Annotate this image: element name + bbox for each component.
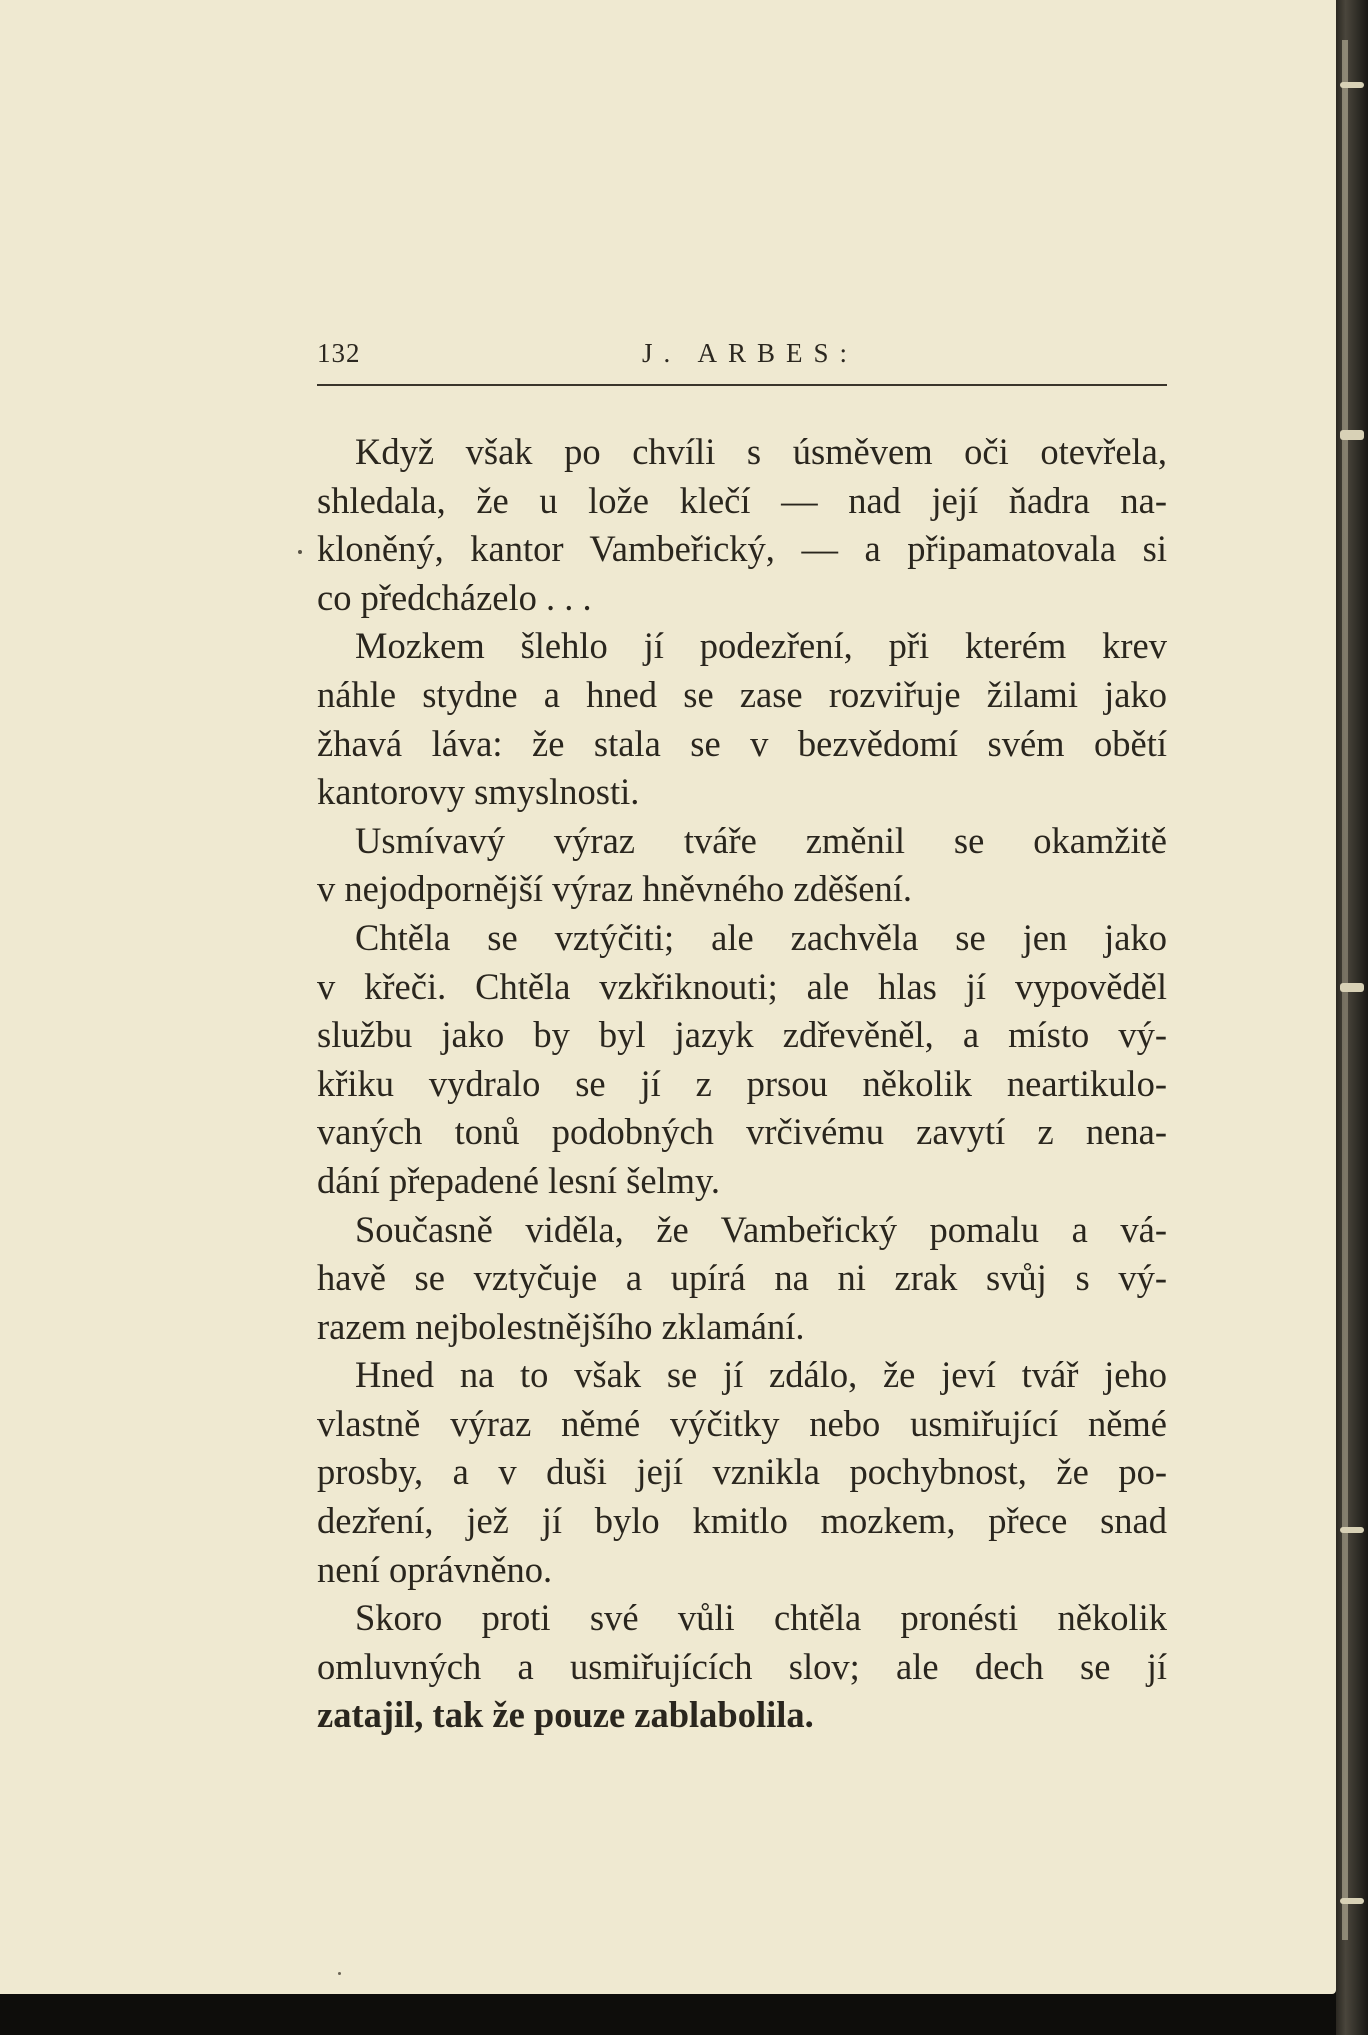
spine-mark — [1340, 1527, 1364, 1533]
text-line: vlastně výraz němé výčitky nebo usmiřující němé — [317, 1402, 1167, 1444]
paragraph-5 — [317, 1206, 1167, 1352]
page-header — [317, 338, 1167, 386]
text-line: havě se vztyčuje a upírá na ni zrak svůj s vý- — [317, 1257, 1167, 1299]
text-line: dání přepadené lesní šelmy. — [317, 1159, 721, 1201]
text-line: Když však po chvíli s úsměvem oči otevřela, — [355, 431, 1167, 472]
text-line: křiku vydralo se jí z prsou několik neartikulo- — [317, 1062, 1167, 1104]
text-line: razem nejbolestnějšího zklamání. — [317, 1305, 805, 1347]
spine-mark — [1340, 82, 1364, 88]
text-line: shledala, že u lože klečí — nad její ňadra na- — [317, 479, 1167, 521]
page-number: 132 — [317, 338, 361, 368]
text-line: Mozkem šlehlo jí podezření, při kterém krev — [355, 625, 1167, 667]
text-line: omluvných a usmiřujících slov; ale dech se jí — [317, 1645, 1167, 1687]
book-spine — [1336, 0, 1368, 2035]
text-line: Hned na to však se jí zdálo, že jeví tvář jeho — [355, 1354, 1167, 1396]
paragraph-1 — [317, 428, 1167, 622]
text-line: kantorovy smyslnosti. — [317, 771, 640, 813]
spine-mark — [1340, 430, 1364, 440]
paragraph-2 — [317, 622, 1167, 816]
paragraph-4 — [317, 914, 1167, 1206]
text-line: žhavá láva: že stala se v bezvědomí svém obětí — [317, 722, 1167, 764]
text-line: není oprávněno. — [317, 1548, 553, 1590]
text-line: Současně viděla, že Vambeřický pomalu a vá- — [355, 1208, 1167, 1250]
text-line: vaných tonů podobných vrčivému zavytí z nena- — [317, 1111, 1167, 1153]
text-line: kloněný, kantor Vambeřický, — a připamatovala si — [317, 528, 1167, 570]
text-line: náhle stydne a hned se zase rozviřuje žilami jako — [317, 673, 1167, 715]
paragraph-3 — [317, 817, 1167, 914]
text-line: Skoro proti své vůli chtěla pronésti několik — [355, 1597, 1167, 1639]
text-line: zatajil, tak že pouze zablabolila. — [317, 1694, 814, 1736]
text-line: co předcházelo . . . — [317, 576, 592, 618]
text-line: v křeči. Chtěla vzkřiknouti; ale hlas jí vypověděl — [317, 965, 1167, 1007]
text-line: Usmívavý výraz tváře změnil se okamžitě — [355, 819, 1167, 861]
body-text — [317, 428, 1167, 1740]
page-speck — [338, 1972, 341, 1975]
text-line: dezření, jež jí bylo kmitlo mozkem, přece snad — [317, 1500, 1167, 1542]
margin-mark — [298, 550, 302, 554]
text-line: v nejodpornější výraz hněvného zděšení. — [317, 868, 912, 910]
paragraph-7 — [317, 1594, 1167, 1740]
spine-mark — [1340, 983, 1364, 992]
paragraph-6 — [317, 1351, 1167, 1594]
running-head: J. ARBES: — [642, 338, 859, 368]
text-line: Chtěla se vztýčiti; ale zachvěla se jen jako — [355, 916, 1167, 958]
text-line: službu jako by byl jazyk zdřevěněl, a místo vý- — [317, 1014, 1167, 1056]
spine-mark — [1340, 1898, 1364, 1904]
text-line: prosby, a v duši její vznikla pochybnost, že po- — [317, 1451, 1167, 1493]
